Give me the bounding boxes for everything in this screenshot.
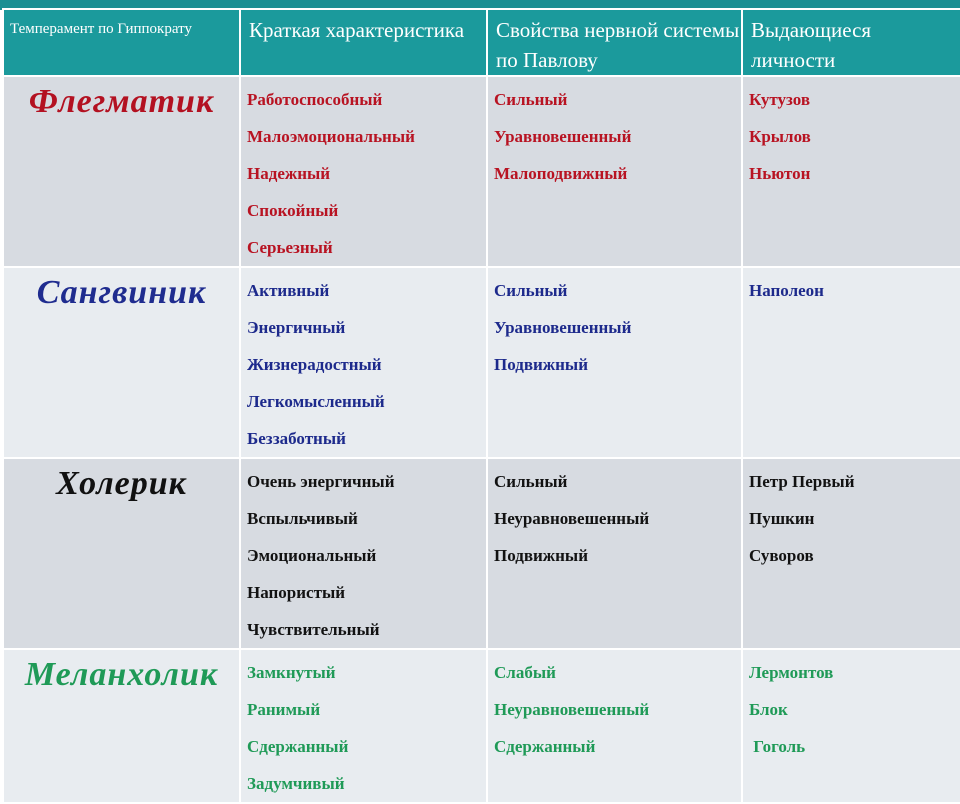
- list-item: Серьезный: [247, 238, 333, 257]
- list-item: Сильный: [494, 472, 568, 491]
- list-item: Неуравновешенный: [494, 509, 650, 528]
- list-item: Надежный: [247, 164, 331, 183]
- header-nervous-system: [487, 9, 742, 76]
- list-item: Подвижный: [494, 546, 588, 565]
- nervous-cell: [487, 649, 742, 803]
- table-row-phlegmatic: [3, 76, 960, 267]
- list-item: Легкомысленный: [247, 392, 385, 411]
- header-famous-people: [742, 9, 960, 76]
- list-item: Лермонтов: [749, 663, 834, 682]
- people-list: [743, 650, 960, 765]
- list-item: Уравновешенный: [494, 127, 632, 146]
- list-item: Задумчивый: [247, 774, 345, 793]
- list-item: Малоподвижный: [494, 164, 628, 183]
- list-item: Жизнерадостный: [247, 355, 382, 374]
- list-item: Кутузов: [749, 90, 811, 109]
- list-item: Малоэмоциональный: [247, 127, 415, 146]
- list-item: Петр Первый: [749, 472, 855, 491]
- list-item: Сильный: [494, 90, 568, 109]
- traits-cell: [240, 267, 487, 458]
- traits-cell: [240, 458, 487, 649]
- table-row-melancholic: [3, 649, 960, 803]
- temperament-cell: [3, 267, 240, 458]
- traits-list: [241, 459, 486, 648]
- list-item: Блок: [749, 700, 788, 719]
- temperament-name: Меланхолик: [24, 656, 219, 693]
- list-item: Неуравновешенный: [494, 700, 650, 719]
- traits-list: [241, 77, 486, 266]
- list-item: Сдержанный: [494, 737, 596, 756]
- table-header-row: [3, 9, 960, 76]
- list-item: Наполеон: [749, 281, 824, 300]
- list-item: Сильный: [494, 281, 568, 300]
- temperament-cell: [3, 76, 240, 267]
- temperament-cell: [3, 458, 240, 649]
- list-item: Уравновешенный: [494, 318, 632, 337]
- list-item: Активный: [247, 281, 330, 300]
- header-temperament: [3, 9, 240, 76]
- list-item: Чувствительный: [247, 620, 380, 639]
- temperament-table: [2, 8, 960, 804]
- header-famous-people-label: Выдающиеся личности: [751, 18, 872, 72]
- list-item: Спокойный: [247, 201, 339, 220]
- list-item: Крылов: [749, 127, 811, 146]
- traits-list: [241, 650, 486, 802]
- list-item: Пушкин: [749, 509, 815, 528]
- list-item: Работоспособный: [247, 90, 383, 109]
- list-item: Эмоциональный: [247, 546, 377, 565]
- temperament-cell: [3, 649, 240, 803]
- list-item: Очень энергичный: [247, 472, 395, 491]
- header-nervous-system-label: Свойства нервной системы по Павлову: [496, 18, 740, 72]
- list-item: Ранимый: [247, 700, 321, 719]
- people-cell: [742, 267, 960, 458]
- list-item: Сдержанный: [247, 737, 349, 756]
- header-characteristics: [240, 9, 487, 76]
- header-characteristics-label: Краткая характеристика: [249, 18, 465, 42]
- table-row-choleric: [3, 458, 960, 649]
- people-list: [743, 77, 960, 192]
- list-item: Гоголь: [749, 737, 806, 756]
- list-item: Подвижный: [494, 355, 588, 374]
- list-item: Замкнутый: [247, 663, 336, 682]
- list-item: Вспыльчивый: [247, 509, 358, 528]
- nervous-cell: [487, 267, 742, 458]
- temperament-name: Флегматик: [28, 83, 215, 120]
- people-cell: [742, 76, 960, 267]
- traits-cell: [240, 76, 487, 267]
- list-item: Суворов: [749, 546, 814, 565]
- nervous-list: [488, 268, 741, 383]
- header-temperament-label: Темперамент по Гиппократу: [10, 21, 192, 37]
- table-row-sanguine: [3, 267, 960, 458]
- people-cell: [742, 649, 960, 803]
- people-cell: [742, 458, 960, 649]
- list-item: Энергичный: [247, 318, 346, 337]
- temperament-name: Холерик: [56, 465, 187, 502]
- list-item: Ньютон: [749, 164, 811, 183]
- list-item: Напористый: [247, 583, 346, 602]
- nervous-list: [488, 77, 741, 192]
- nervous-cell: [487, 76, 742, 267]
- list-item: Беззаботный: [247, 429, 346, 448]
- nervous-list: [488, 459, 741, 574]
- list-item: Слабый: [494, 663, 556, 682]
- people-list: [743, 459, 960, 574]
- traits-cell: [240, 649, 487, 803]
- nervous-cell: [487, 458, 742, 649]
- nervous-list: [488, 650, 741, 765]
- temperament-name: Сангвиник: [36, 274, 207, 311]
- people-list: [743, 268, 960, 309]
- traits-list: [241, 268, 486, 457]
